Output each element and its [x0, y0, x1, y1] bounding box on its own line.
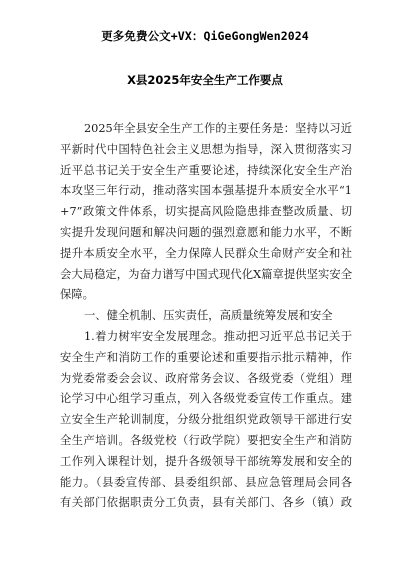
paragraph-line: 会大局稳定，为奋力谱写中国式现代化X篇章提供坚实安全 — [60, 267, 352, 281]
paragraph-line: 有关部门依据职责分工负责，县有关部门、各乡（镇）政 — [60, 496, 352, 510]
paragraph-line: 立安全生产轮训制度，分级分批组织党政领导干部进行安 — [60, 413, 352, 427]
document-body — [60, 119, 352, 514]
section-heading: 一、健全机制、压实责任，高质量统筹发展和安全 — [84, 309, 333, 323]
paragraph-line: 能力。（县委宣传部、县委组织部、县应急管理局会同各 — [60, 475, 352, 489]
paragraph-line: 1.着力树牢安全发展理念。推动把习近平总书记关于 — [84, 329, 352, 343]
paragraph-line: 为党委常委会会议、政府常务会议、各级党委（党组）理 — [60, 371, 352, 385]
paragraph-line: 保障。 — [60, 288, 94, 302]
paragraph-line: 全生产培训。各级党校（行政学院）要把安全生产和消防 — [60, 433, 352, 447]
paragraph-line: 论学习中心组学习重点，列入各级党委宣传工作重点。建 — [60, 392, 352, 406]
paragraph-line: 近平总书记关于安全生产重要论述，持续深化安全生产治 — [60, 163, 352, 177]
document-title: X县2025年安全生产工作要点 — [127, 73, 283, 87]
promo-banner: 更多免费公文+VX：QiGeGongWen2024 — [101, 29, 309, 43]
paragraph-line: 2025年全县安全生产工作的主要任务是：坚持以习近 — [84, 122, 352, 135]
paragraph-line: +7”政策文件体系，切实提高风险隐患排查整改质量、切 — [60, 205, 352, 219]
paragraph-line: 平新时代中国特色社会主义思想为指导，深入贯彻落实习 — [60, 142, 352, 156]
paragraph-line: 工作列入课程计划，提升各级领导干部统筹发展和安全的 — [60, 454, 352, 468]
paragraph-line: 本攻坚三年行动，推动落实国本强基提升本质安全水平“1 — [60, 184, 352, 198]
paragraph-line: 安全生产和消防工作的重要论述和重要指示批示精神，作 — [60, 350, 352, 364]
paragraph-line: 提升本质安全水平，全力保障人民群众生命财产安全和社 — [60, 246, 352, 260]
paragraph-line: 实提升发现问题和解决问题的强烈意愿和能力水平，不断 — [60, 225, 352, 239]
